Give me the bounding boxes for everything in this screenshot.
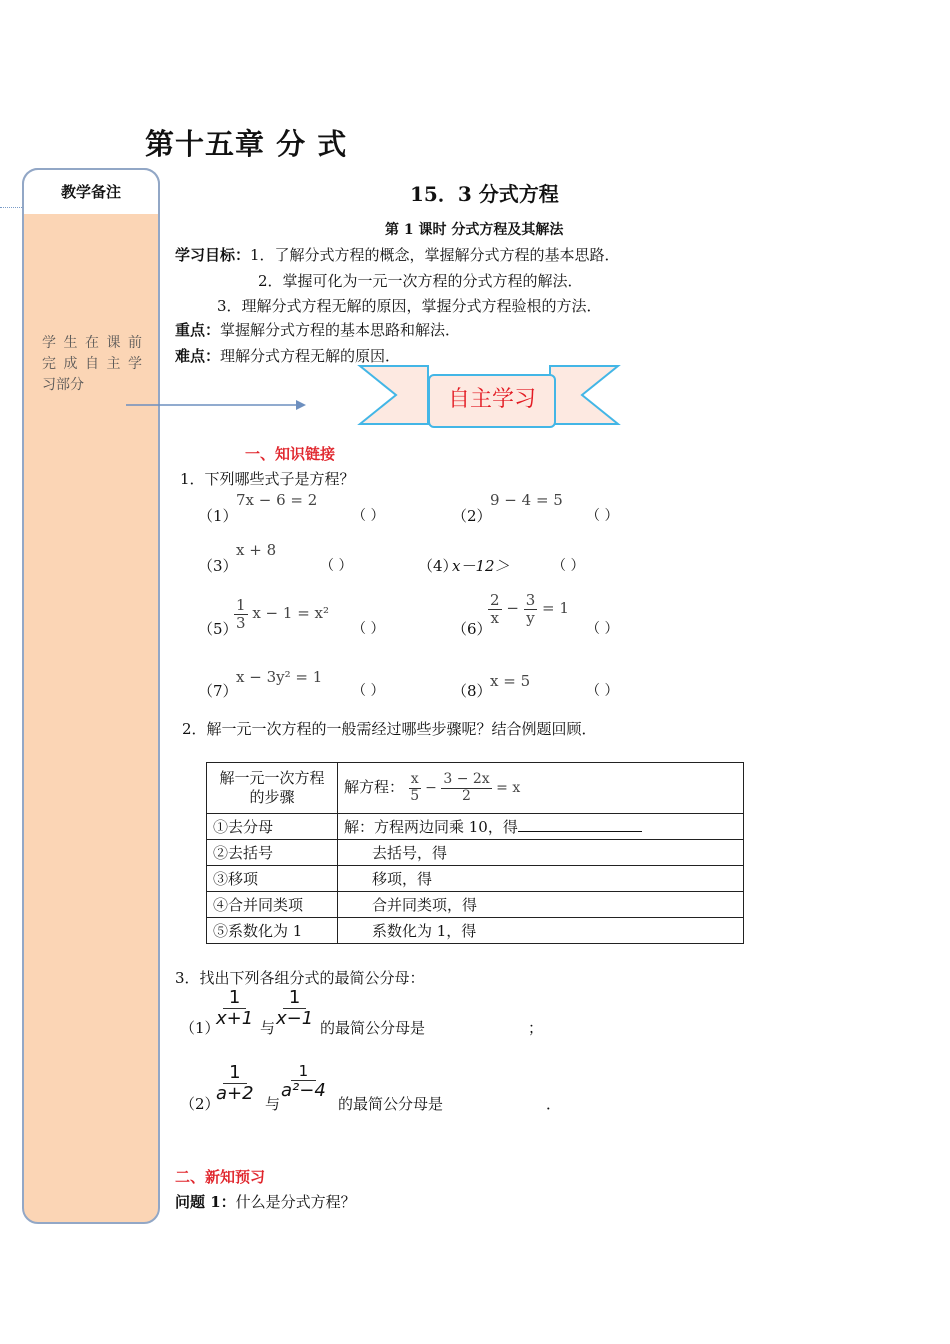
q3-tail: 的最简公分母是 — [338, 1095, 444, 1113]
answer-paren: （ ） — [586, 508, 619, 524]
item-expr: 7x − 6 = 2 — [236, 491, 318, 509]
item-expr: x − 3y² = 1 — [236, 668, 323, 686]
expr-rest: = 1 — [542, 599, 569, 617]
question-1: 1．下列哪些式子是方程？ — [180, 470, 355, 488]
frac-den: 5 — [410, 787, 420, 804]
desc-cell: 去括号，得 — [338, 840, 744, 866]
sidebar-note-line: 学生在课前 — [42, 335, 142, 351]
frac-num: 3 − 2x — [443, 771, 490, 788]
part2-heading: 二、新知预习 — [175, 1168, 266, 1186]
frac-num: x — [410, 771, 419, 788]
frac-den: x — [490, 608, 499, 627]
sidebar-header: 教学备注 — [22, 168, 160, 214]
section-title: 15．3 分式方程 — [410, 182, 559, 206]
q3-end: ； — [528, 1019, 544, 1037]
desc-cell: 系数化为 1，得 — [338, 918, 744, 944]
difficulty-label: 难点： — [175, 347, 221, 365]
answer-paren: （ ） — [586, 683, 619, 699]
sidebar-note-line: 完成自主学 — [42, 356, 142, 372]
frac-den: 3 — [236, 613, 246, 632]
step-cell: ②去括号 — [207, 840, 338, 866]
item-expr — [234, 597, 329, 631]
goal-line-1 — [175, 244, 620, 265]
difficulty-text: 理解分式方程无解的原因． — [220, 347, 401, 365]
answer-blank[interactable] — [518, 817, 642, 832]
teaching-notes-sidebar — [22, 168, 160, 1224]
desc-cell: 合并同类项，得 — [338, 892, 744, 918]
self-study-banner: 自主学习 — [428, 374, 556, 428]
desc-cell: 移项，得 — [338, 866, 744, 892]
item-label: （6） — [452, 620, 492, 638]
frac-den: a+2 — [216, 1082, 254, 1104]
frac-den: x+1 — [216, 1007, 254, 1029]
answer-paren: （ ） — [352, 508, 385, 524]
answer-paren: （ ） — [552, 558, 585, 574]
item-expr: x + 8 — [236, 541, 277, 559]
frac-num: 1 — [291, 1063, 317, 1081]
fraction — [281, 1063, 326, 1100]
equation-rhs: = x — [496, 780, 521, 796]
frac-den: a²−4 — [281, 1079, 326, 1101]
table-header-left: 解一元一次方程的步骤 — [207, 763, 338, 814]
q3-connector: 与 — [265, 1095, 281, 1113]
lesson-title: 第 1 课时 分式方程及其解法 — [385, 222, 564, 238]
fraction — [216, 1063, 254, 1104]
equation: $\frac{x}{5}$ − $\frac{3 - 2x}{2}$ = x — [410, 771, 521, 804]
item-label: （4） — [418, 557, 458, 575]
answer-paren: （ ） — [320, 558, 353, 574]
goal-item: 2．掌握可化为一元一次方程的分式方程的解法． — [258, 272, 583, 290]
question-2: 2．解一元一次方程的一般需经过哪些步骤呢？结合例题回顾． — [182, 720, 597, 738]
sidebar-note-line: 习部分 — [42, 377, 84, 393]
q3-tail: 的最简公分母是 — [320, 1019, 426, 1037]
frac-den: 2 — [462, 787, 471, 804]
table-header-right — [338, 763, 744, 814]
q3-item-label: （1） — [180, 1019, 220, 1037]
key-point-label: 重点： — [175, 321, 221, 339]
desc-text: 解：方程两边同乘 10，得 — [344, 818, 518, 836]
answer-paren: （ ） — [586, 621, 619, 637]
expr-rest: x − 1 = x² — [252, 604, 330, 622]
chapter-title: 第十五章 分 式 — [145, 127, 348, 161]
step-cell: ④合并同类项 — [207, 892, 338, 918]
table-header-row — [207, 763, 744, 814]
table-row — [207, 840, 744, 866]
item-expr: x = 5 — [490, 672, 531, 690]
item-expr: x－12＞ — [452, 557, 510, 575]
question-3: 3．找出下列各组分式的最简公分母： — [175, 969, 425, 987]
question-part2 — [175, 1191, 356, 1212]
item-label: （8） — [452, 682, 492, 700]
table-row — [207, 814, 744, 840]
part1-heading: 一、知识链接 — [245, 445, 336, 463]
goal-item: 3．理解分式方程无解的原因，掌握分式方程验根的方法． — [217, 297, 602, 315]
item-label: （3） — [198, 557, 238, 575]
item-label: （1） — [198, 507, 238, 525]
frac-num: 1 — [223, 1063, 246, 1084]
sidebar-note — [42, 333, 142, 396]
answer-paren: （ ） — [352, 621, 385, 637]
step-cell: ⑤系数化为 1 — [207, 918, 338, 944]
frac-den: y — [526, 608, 535, 627]
arrow-icon — [124, 396, 310, 414]
fraction — [216, 988, 253, 1029]
table-row — [207, 866, 744, 892]
step-cell: ③移项 — [207, 866, 338, 892]
item-label: （5） — [198, 620, 238, 638]
equation-prefix: 解方程： — [344, 778, 405, 796]
item-label: （2） — [452, 507, 492, 525]
frac-num: 1 — [223, 988, 246, 1009]
step-cell: ①去分母 — [207, 814, 338, 840]
table-row — [207, 918, 744, 944]
goals-label: 学习目标： — [175, 246, 251, 264]
question-label: 问题 1： — [175, 1193, 236, 1211]
fraction — [276, 988, 313, 1029]
q3-connector: 与 — [260, 1019, 276, 1037]
q3-end: ． — [546, 1095, 562, 1113]
frac-num: 1 — [236, 596, 246, 614]
steps-table — [206, 762, 744, 944]
desc-cell — [338, 814, 744, 840]
key-point-text: 掌握解分式方程的基本思路和解法． — [220, 321, 461, 339]
key-point — [175, 319, 460, 340]
frac-num: 1 — [283, 988, 306, 1009]
item-expr: 9 − 4 = 5 — [490, 491, 563, 509]
frac-num: 3 — [525, 591, 536, 609]
answer-paren: （ ） — [352, 683, 385, 699]
item-expr: $\frac{2}{x}$ − $\frac{3}{y}$ = 1 — [490, 591, 569, 627]
table-row — [207, 892, 744, 918]
goal-item: 1．了解分式方程的概念，掌握解分式方程的基本思路． — [250, 246, 620, 264]
question-text: 什么是分式方程？ — [235, 1193, 356, 1211]
item-label: （7） — [198, 682, 238, 700]
q3-item-label: （2） — [180, 1095, 220, 1113]
frac-den: x−1 — [276, 1007, 314, 1029]
frac-num: 2 — [490, 591, 500, 609]
